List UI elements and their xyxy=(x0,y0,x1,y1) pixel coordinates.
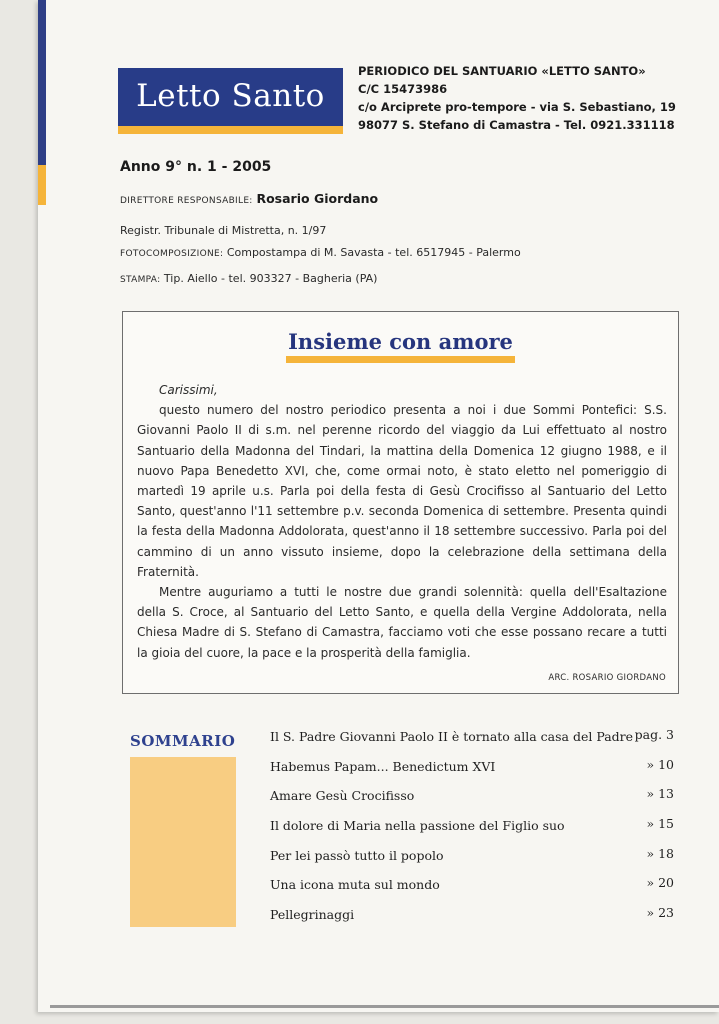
printing-label: STAMPA: xyxy=(120,275,161,285)
toc-item[interactable] xyxy=(270,846,678,876)
toc-item-page: » 20 xyxy=(646,875,674,891)
editorial-box xyxy=(122,311,679,694)
toc-item[interactable] xyxy=(270,786,678,816)
toc-item-title: Habemus Papam... Benedictum XVI xyxy=(270,758,496,774)
binding-strip-blue xyxy=(38,0,46,165)
sommario-heading: SOMMARIO xyxy=(130,732,236,750)
director-name: Rosario Giordano xyxy=(256,191,379,206)
editorial-paragraph-2: Mentre auguriamo a tutti le nostre due grandi solennità: quella dell'Esaltazione della S. Croce, al Santuario del Letto Santo, e quella della Vergine Addolorata, nella Chiesa Madre di S. Stefano di Camastra, facciamo voti che esse possano recare a tutti la gioia del cuore, la pace e la prosperità della famiglia. xyxy=(137,585,667,660)
registration-line: Registr. Tribunale di Mistretta, n. 1/97 xyxy=(120,224,327,237)
page-edge xyxy=(50,1005,719,1008)
typesetting-line xyxy=(120,246,521,259)
toc-item-title: Per lei passò tutto il popolo xyxy=(270,847,444,863)
toc-item-title: Una icona muta sul mondo xyxy=(270,877,440,893)
masthead-logo xyxy=(118,68,343,134)
toc-item-title: Il S. Padre Giovanni Paolo II è tornato alla casa del Padre xyxy=(270,729,634,744)
director-line xyxy=(120,191,378,206)
toc-item[interactable] xyxy=(270,816,678,846)
editorial-title-wrap xyxy=(123,330,678,363)
toc-item-page: » 13 xyxy=(646,786,674,802)
toc-item-page: » 23 xyxy=(646,905,674,921)
toc-item-title: Amare Gesù Crocifisso xyxy=(270,788,415,804)
editorial-title: Insieme con amore xyxy=(286,330,515,363)
director-label: DIRETTORE RESPONSABILE: xyxy=(120,196,253,206)
periodical-name: PERIODICO DEL SANTUARIO «LETTO SANTO» xyxy=(358,64,646,78)
issue-number: Anno 9° n. 1 - 2005 xyxy=(120,159,272,175)
postal-account: C/C 15473986 xyxy=(358,82,448,96)
sommario-color-block xyxy=(130,757,236,927)
masthead-info xyxy=(358,62,688,134)
toc-item-title: Il dolore di Maria nella passione del Figlio suo xyxy=(270,818,565,834)
logo-underline-bar xyxy=(118,126,343,134)
toc-item-page: » 10 xyxy=(646,756,674,772)
signature xyxy=(548,670,666,683)
printing-value: Tip. Aiello - tel. 903327 - Bagheria (PA) xyxy=(163,272,378,285)
logo-text: Letto Santo xyxy=(136,78,325,114)
typesetting-label: FOTOCOMPOSIZIONE: xyxy=(120,249,224,259)
salutation: Carissimi, xyxy=(159,383,218,397)
editorial-letter xyxy=(137,380,667,663)
editorial-paragraph-1: questo numero del nostro periodico presenta a noi i due Sommi Pontefici: S.S. Giovanni Paolo II di s.m. nel perenne ricordo del viaggio da Lui effettuato al nostro Santuario della Madonna del Tindari, la mattina della Domenica 12 giugno 1988, e il nuovo Papa Benedetto XVI, che, come ormai noto, è stato eletto nel pomeriggio di martedì 19 aprile u.s. Parla poi della festa di Gesù Crocifisso al Santuario del Letto Santo, quest'anno l'11 settembre p.v. seconda Domenica di settembre. Presenta quindi la festa della Madonna Addolorata, quest'anno il 18 settembre successivo. Parla poi del cammino di un anno vissuto insieme, dopo la celebrazione della settimana della Fraternità. xyxy=(137,403,667,579)
address-line: c/o Arciprete pro-tempore - via S. Sebastiano, 19 xyxy=(358,100,676,114)
toc-item-page: pag. 3 xyxy=(634,727,674,742)
typesetting-value: Compostampa di M. Savasta - tel. 6517945 - Palermo xyxy=(226,246,521,259)
toc-item[interactable] xyxy=(270,905,678,935)
toc-item[interactable] xyxy=(270,727,678,757)
binding-strip-orange xyxy=(38,165,46,205)
printing-line xyxy=(120,272,377,285)
toc-item-title: Pellegrinaggi xyxy=(270,907,355,923)
toc-item-page: » 18 xyxy=(646,845,674,861)
toc-item[interactable] xyxy=(270,757,678,787)
toc-item-page: » 15 xyxy=(646,816,674,832)
toc-item[interactable] xyxy=(270,875,678,905)
city-phone-line: 98077 S. Stefano di Camastra - Tel. 0921.331118 xyxy=(358,118,675,132)
table-of-contents xyxy=(270,727,678,935)
signature-text: ARC. ROSARIO GIORDANO xyxy=(548,673,666,683)
